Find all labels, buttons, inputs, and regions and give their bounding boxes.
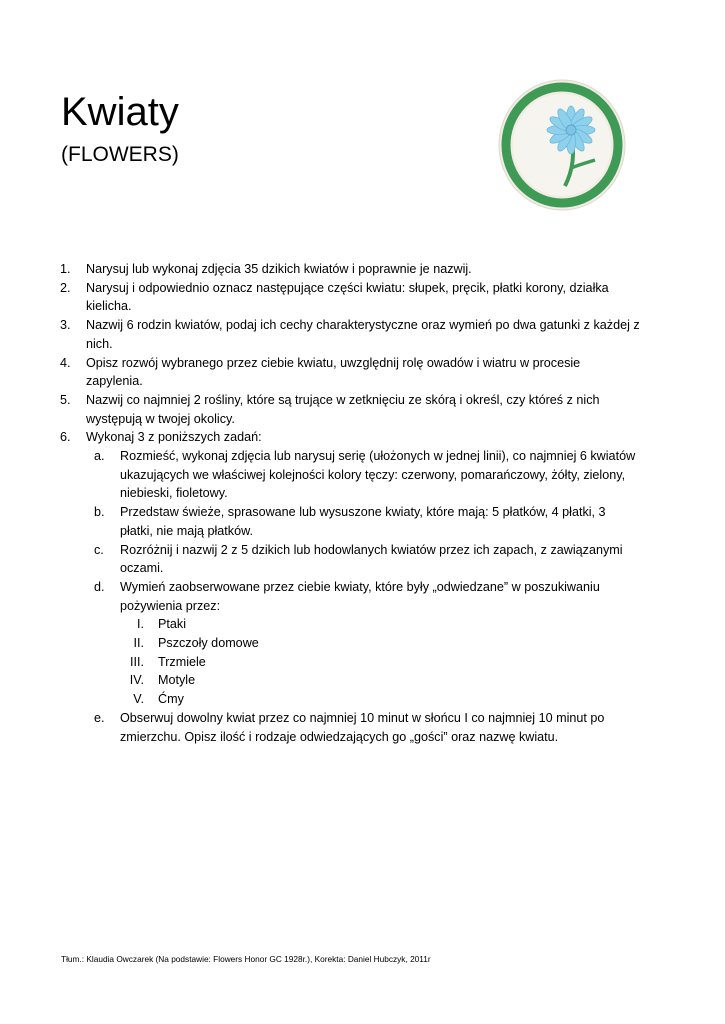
sub-list-item: [86, 578, 640, 709]
item-number: 4.: [60, 355, 71, 370]
item-number: 1.: [60, 262, 71, 276]
roman-numeral: IV.: [129, 673, 144, 688]
roman-list: [120, 615, 640, 709]
sub-item-letter: c.: [94, 542, 104, 557]
flower-badge-icon: [497, 78, 627, 213]
item-number: 2.: [60, 280, 71, 295]
sub-list-item: [86, 447, 640, 503]
sub-item-letter: e.: [94, 710, 105, 725]
list-item: [60, 354, 640, 391]
item-text: Nazwij co najmniej 2 rośliny, które są trujące w zetknięciu ze skórą i określ, czy któreś z nich występują w twojej okolicy.: [86, 392, 600, 426]
roman-numeral: III.: [130, 654, 144, 669]
sub-list-item: [86, 709, 640, 746]
page-title: Kwiaty: [61, 90, 179, 134]
item-text: Opisz rozwój wybranego przez ciebie kwiatu, uwzględnij rolę owadów i wiatru w procesie zapylenia.: [86, 355, 581, 389]
footer-credits: Tłum.: Klaudia Owczarek (Na podstawie: Flowers Honor GC 1928r.), Korekta: Daniel Hubczyk, 2011r: [61, 954, 431, 964]
sub-item-letter: d.: [94, 579, 105, 594]
roman-item-text: Ptaki: [158, 617, 186, 632]
sub-item-text: Rozmieść, wykonaj zdjęcia lub narysuj serię (ułożonych w jednej linii), co najmniej 6 kwiatów ukazujących we właściwej kolejności kolory tęczy: czerwony, pomarańczowy, żółty, zielony, niebieski, fioletowy.: [120, 449, 636, 501]
item-text: Nazwij 6 rodzin kwiatów, podaj ich cechy charakterystyczne oraz wymień po dwa gatunki z każdej z nich.: [86, 318, 640, 351]
page-subtitle: (FLOWERS): [61, 143, 179, 166]
list-item: [60, 260, 640, 279]
roman-numeral: II.: [133, 636, 144, 651]
sub-item-text: Wymień zaobserwowane przez ciebie kwiaty, które były „odwiedzane” w poszukiwaniu pożywienia przez:: [120, 579, 600, 613]
roman-list-item: [120, 634, 640, 653]
roman-list-item: [120, 690, 640, 709]
item-text: Narysuj i odpowiednio oznacz następujące części kwiatu: słupek, pręcik, płatki korony, działka kielicha.: [86, 280, 609, 314]
list-item: [60, 391, 640, 428]
item-text: Wykonaj 3 z poniższych zadań:: [86, 430, 262, 445]
roman-list-item: [120, 615, 640, 634]
roman-numeral: I.: [137, 617, 144, 632]
sub-item-text: Przedstaw świeże, sprasowane lub wysuszone kwiaty, które mają: 5 płatków, 4 płatki, 3 płatki, nie mają płatków.: [120, 505, 606, 538]
sub-item-text: Rozróżnij i nazwij 2 z 5 dzikich lub hodowlanych kwiatów przez ich zapach, z zawiązanymi oczami.: [120, 542, 623, 576]
sub-item-text: Obserwuj dowolny kwiat przez co najmniej 10 minut w słońcu I co najmniej 10 minut po zmierzchu. Opisz ilość i rodzaje odwiedzających go „gości” oraz nazwę kwiatu.: [120, 710, 605, 744]
sub-item-letter: a.: [94, 449, 105, 464]
item-number: 6.: [60, 430, 71, 445]
roman-item-text: Trzmiele: [158, 654, 206, 669]
list-item: [60, 279, 640, 316]
sub-list: [86, 447, 640, 746]
item-text: Narysuj lub wykonaj zdjęcia 35 dzikich kwiatów i poprawnie je nazwij.: [86, 262, 472, 276]
sub-list-item: [86, 503, 640, 540]
roman-item-text: Pszczoły domowe: [158, 636, 259, 651]
roman-item-text: Ćmy: [158, 692, 184, 707]
roman-numeral: V.: [133, 692, 144, 707]
list-item: [60, 316, 640, 353]
item-number: 5.: [60, 392, 71, 407]
sub-item-letter: b.: [94, 505, 105, 520]
list-item: [60, 428, 640, 746]
requirements-list: [60, 260, 640, 746]
sub-list-item: [86, 541, 640, 578]
roman-list-item: [120, 653, 640, 672]
item-number: 3.: [60, 318, 71, 333]
roman-list-item: [120, 671, 640, 690]
roman-item-text: Motyle: [158, 673, 196, 688]
